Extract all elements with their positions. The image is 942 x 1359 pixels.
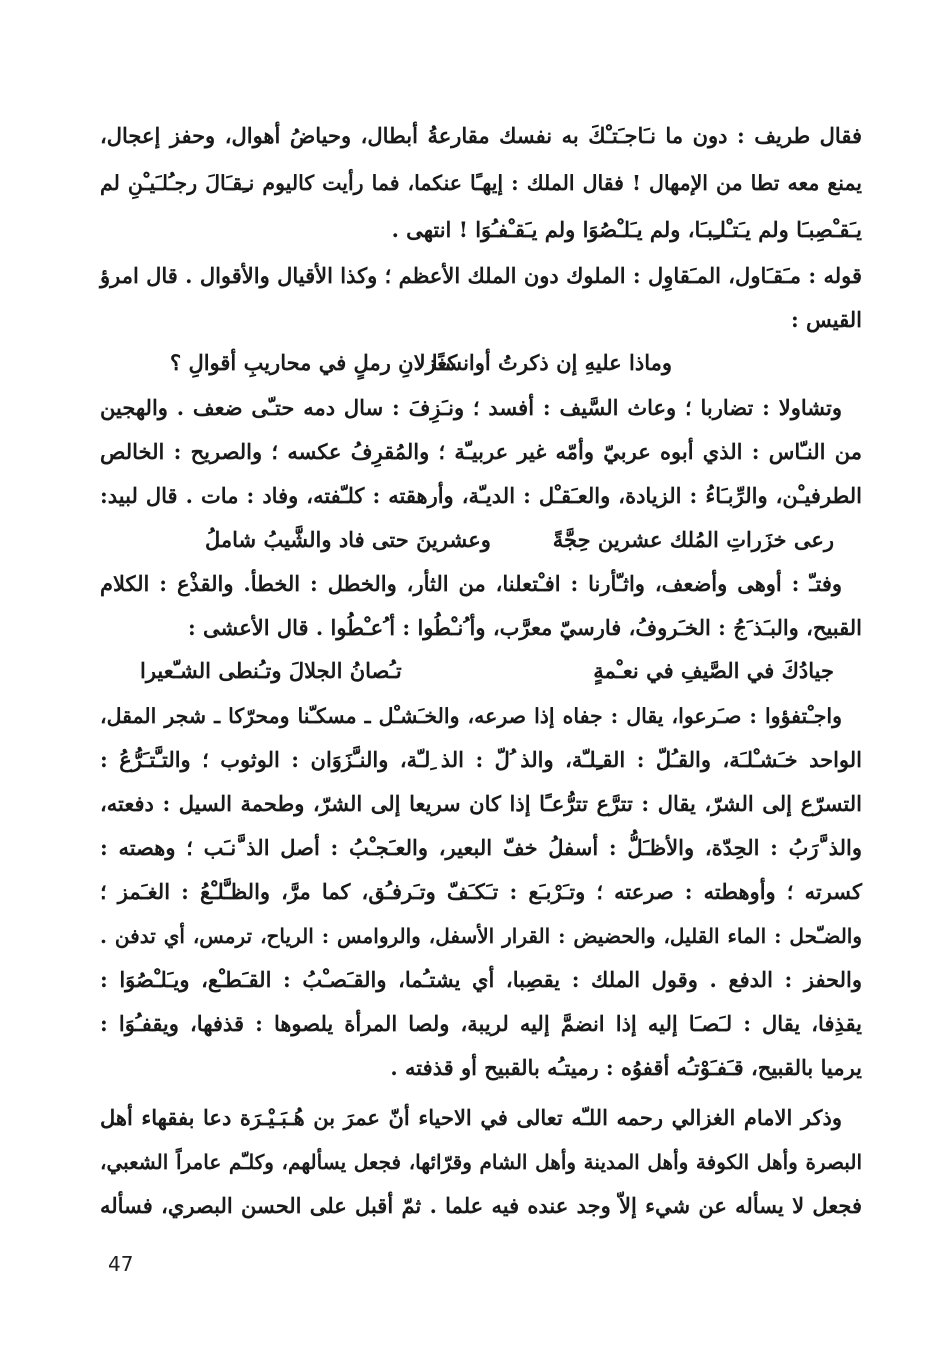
verse-hemistich-right: رعى خزَراتِ المُلك عشرين حِجَّةً <box>552 527 834 552</box>
text-line: يقذِفا، يقال : لـَصـَا إليه إذا انضمَّ إليه لريبة، ولصا المرأة يلصوها : قذفها، ويقفـُوَا : <box>100 1011 862 1036</box>
text-line: القبيح، والبـَذ َجُ : الخـَروفُ، فارسيّ معرَّب، وأ ُنـْطُوا : أ ُعـْطُوا . قال الأعشى : <box>187 615 862 640</box>
text-line: يمنع معه تطا من الإمهال ! فقال الملك : إيهـًا عنكما، فما رأيت كاليوم نـِقـَالَ رجـُلـَيـْنِ لم <box>100 171 862 195</box>
text-line: فجعل لا يسأله عن شيء إلاّ وجد عنده فيه علما . ثمّ أقبل على الحسن البصري، فسأله <box>100 1193 862 1218</box>
page-number: 47 <box>108 1252 134 1276</box>
text-line: الطرفيـْن، والرِّبـَاءُ : الزيادة، والعـَقـْل : الديـّة، وأرهقته : كلـّفته، وفاد : مات . قال لبيد: <box>100 483 862 508</box>
verse-hemistich-left: تـُصانُ الجلالَ وتـُنطى الشـّعيرا <box>140 658 402 683</box>
text-line: وفتـّ : أوهى وأضعف، واثـّأرنا : افـْتعلنا، من الثأر، والخطل : الخطأ. والقذْع : الكلام <box>100 571 842 596</box>
verse-hemistich-right: وماذا عليهِ إن ذكرتُ أوانسـًا <box>431 350 672 375</box>
text-line: التسرّع إلى الشرّ، يقال : تترَّع تترُّعـًا إذا كان سريعا إلى الشرّ، وطحمة السيل : دفعته، <box>100 791 862 816</box>
text-line: والضـّحل : الماء القليل، والحضيض : القرار الأسفل، والروامس : الرياح، ترمس، أي تدفن . <box>100 924 862 948</box>
verse-hemistich-left: وعشرينَ حتى فاد والشَّيبُ شاملُ <box>205 527 491 552</box>
text-line: والحفز : الدفع . وقول الملك : يقصِبا، أي يشتـُما، والقـَصـْبُ : القـَطـْع، ويـَلـْصُوَا : <box>100 967 862 992</box>
text-line: قوله : مـَقـَاول، المـَقاوِل : الملوك دون الملك الأعظم ؛ وكذا الأقيال والأقوال . قال امرؤ <box>100 263 862 288</box>
text-line: البصرة وأهل الكوفة وأهل المدينة وأهل الشام وقرّائها، فجعل يسألهم، وكلـّم عامراً الشعبي، <box>100 1150 862 1174</box>
text-line: القيس : <box>790 307 862 332</box>
text-line: واجـْتفؤوا : صـَرعوا، يقال : جفاه إذا صرعه، والخـَشـْل ـ مسكـّنا ومحرّكا ـ شجر المقل، <box>100 704 842 728</box>
text-line: الواحد خـَشـْلـَة، والقـُلّ : القـِلـّة، والذ ُلّ : الذ ِلـّة، والنـَّزَوَان : الوثوب ؛ والتـَّتـَرُّعُ : <box>100 747 862 772</box>
text-line: والذ َّرَبُ : الحِدّة، والأظـَلُّ : أسفلُ خفّ البعير، والعـَجـْبُ : أصل الذ َّنـَب ؛ وهصته : <box>100 835 862 860</box>
text-line: يرميا بالقبيح، قـَفـَوْتـُه أقفوُه : رميتـُه بالقبيح أو قذفته . <box>390 1055 862 1080</box>
verse-hemistich-right: جيادُكَ في الصَّيفِ في نعـْمةٍ <box>593 658 834 683</box>
text-line: وتشاولا : تضاربا ؛ وعاث السَّيف : أفسد ؛ ونـَزِفَ : سال دمه حتـّى ضعف . والهجين <box>100 395 842 420</box>
text-line: وذكر الامام الغزالي رحمه اللـّه تعالى في الاحياء أنّ عمرَ بن هُـبَـيْـرَة دعا بفقهاء أهل <box>100 1105 842 1130</box>
text-line: من النـّاس : الذي أبوه عربيّ وأمّه غير عربيـّة ؛ والمُقرِفُ عكسه ؛ والصريح : الخالص <box>100 439 862 464</box>
text-line: يـَقـْصِبـَا ولم يـَتـْلـِبـَا، ولم يـَلـْصُوَا ولم يـَقـْفـُوَا ! انتهى . <box>391 217 862 242</box>
text-line: فقال طريف : دون ما نـَاجـَتـْكَ به نفسك مقارعةُ أبطال، وحياضُ أهوال، وحفز إعجال، <box>100 123 862 148</box>
text-line: كسرته ؛ وأوهطته : صرعته ؛ وتـَرْبـَع : تـَكـَفّ وتـَرفـُق، كما مرَّ، والظـَّلـْعُ : الغـَمز ؛ <box>100 879 862 904</box>
verse-hemistich-left: كغزلانِ رملٍ في محاريبِ أقوالِ ؟ <box>170 350 458 375</box>
